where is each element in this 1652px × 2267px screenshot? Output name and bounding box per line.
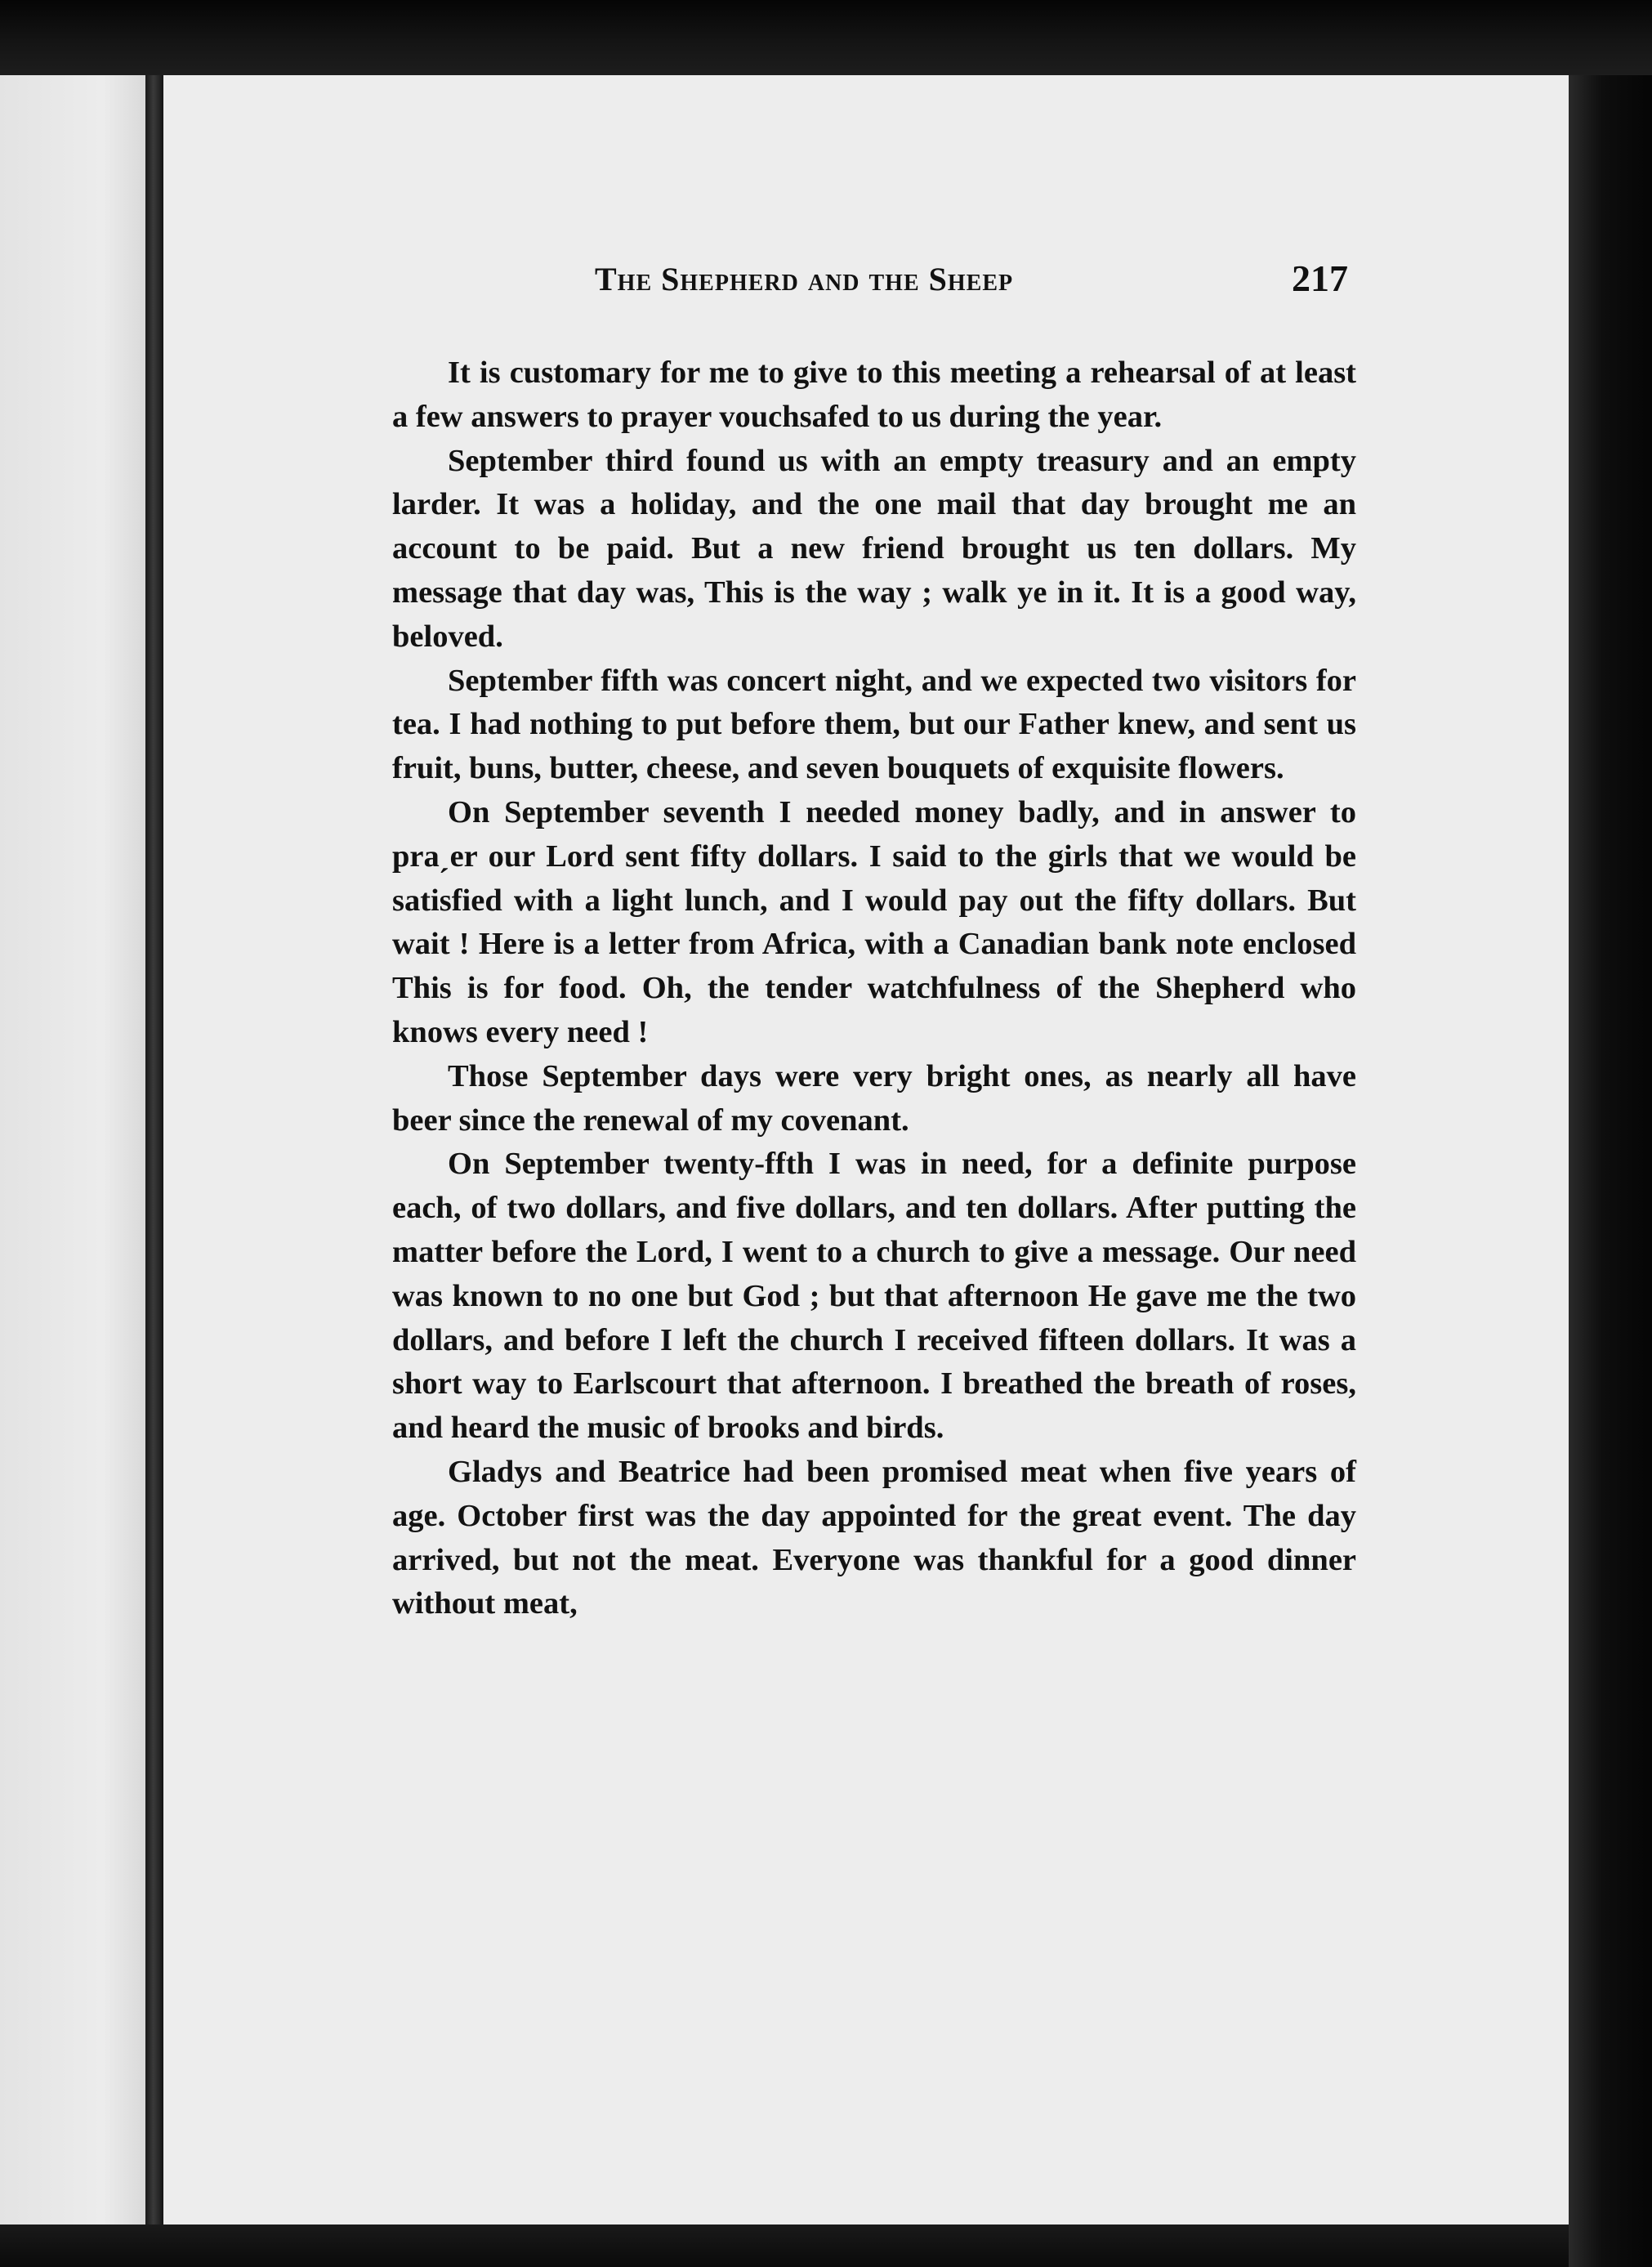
body-text	[392, 351, 1356, 1626]
scan-top-border	[0, 0, 1652, 75]
running-head	[392, 257, 1356, 317]
paragraph-3: September fifth was concert night, and we expected two visitors for tea. I had nothing to put before them, but our Father knew, and sent us fruit, buns, butter, cheese, and seven bouquets of exquisite flowers.	[392, 663, 1356, 786]
scan-bottom-border	[0, 2225, 1569, 2267]
page-number: 217	[1292, 257, 1348, 299]
paragraph-4: On September seventh I needed money badly, and in answer to praˏer our Lord sent fifty dollars. I said to the girls that we would be satisfied with a light lunch, and I would pay out the fifty dollars. But wait ! Here is a letter from Africa, with a Canadian bank note enclosed This is for food. Oh, the tender watchfulness of the Shepherd who knows every need !	[392, 794, 1356, 1049]
paragraph-1: It is customary for me to give to this meeting a rehearsal of at least a few answers to prayer vouchsafed to us during the year.	[392, 355, 1356, 434]
paragraph-6: On September twenty-ffth I was in need, for a definite purpose each, of two dollars, and five dollars, and ten dollars. After putting the matter before the Lord, I went to a church to give a message. Our need was known to no one but God ; but that afternoon He gave me the two dollars, and before I left the church I received fifteen dollars. It was a short way to Earlscourt that afternoon. I breathed the breath of roses, and heard the music of brooks and birds.	[392, 1147, 1356, 1446]
facing-page-edge	[0, 75, 147, 2225]
running-head-title: The Shepherd and the Sheep	[595, 261, 1014, 297]
scan-right-border	[1569, 75, 1652, 2267]
paragraph-5: Those September days were very bright ones, as nearly all have beer since the renewal of my covenant.	[392, 1058, 1356, 1138]
paragraph-2: September third found us with an empty treasury and an empty larder. It was a holiday, and the one mail that day brought me an account to be paid. But a new friend brought us ten dollars. My message that day was, This is the way ; walk ye in it. It is a good way, beloved.	[392, 443, 1356, 654]
book-gutter	[145, 75, 163, 2225]
paragraph-7: Gladys and Beatrice had been promised meat when five years of age. October first was the day appointed for the great event. The day arrived, but not the meat. Everyone was thankful for a good dinner without meat,	[392, 1454, 1356, 1621]
